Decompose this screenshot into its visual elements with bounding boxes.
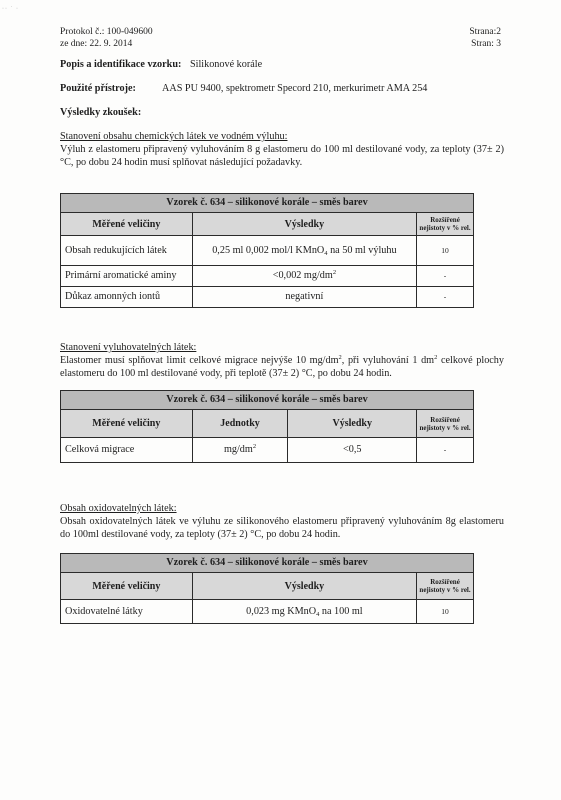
- row-name: Primární aromatické aminy: [61, 266, 193, 287]
- section2-title: Stanovení vyluhovatelných látek:: [60, 342, 197, 353]
- row-result: 0,25 ml 0,002 mol/l KMnO$_4$ na 50 ml výluhu: [192, 236, 416, 266]
- section1-table: [60, 193, 474, 308]
- row-result: 0,023 mg KMnO$_4$ na 100 ml: [192, 600, 416, 624]
- col-header-measured: Měřené veličiny: [61, 573, 193, 600]
- table-row: [61, 287, 474, 308]
- col-header-results: Výsledky: [192, 573, 416, 600]
- section3-title: Obsah oxidovatelných látek:: [60, 503, 177, 514]
- devices-line: [60, 82, 504, 95]
- row-name: Oxidovatelné látky: [61, 600, 193, 624]
- row-uncertainty: -: [417, 438, 474, 463]
- sample-line: [60, 58, 504, 71]
- row-uncertainty: -: [417, 266, 474, 287]
- col-header-units: Jednotky: [192, 410, 288, 438]
- protocol-number: Protokol č.: 100-049600: [60, 27, 153, 37]
- row-uncertainty: -: [417, 287, 474, 308]
- section3-table-caption: Vzorek č. 634 – silikonové korále – směs barev: [61, 554, 474, 573]
- table-row: [61, 600, 474, 624]
- col-header-results: Výsledky: [192, 213, 416, 236]
- sample-label: Popis a identifikace vzorku:: [60, 59, 182, 70]
- section1-table-caption: Vzorek č. 634 – silikonové korále – směs barev: [61, 194, 474, 213]
- row-name: Obsah redukujících látek: [61, 236, 193, 266]
- scan-artifact: ·· ˙ ·: [2, 6, 19, 12]
- col-header-measured: Měřené veličiny: [61, 410, 193, 438]
- page-counter: [469, 26, 501, 50]
- devices-label: Použité přístroje:: [60, 83, 136, 94]
- table-row: [61, 236, 474, 266]
- section1-text: Výluh z elastomeru připravený vyluhováním 8 g elastomeru do 100 ml destilované vody, za teploty (37± 2) °C, po dobu 24 hodin musí splňovat následující požadavky.: [60, 144, 504, 169]
- table-row: [61, 438, 474, 463]
- protocol-header: [60, 26, 153, 50]
- row-uncertainty: 10: [417, 236, 474, 266]
- section3-table: [60, 553, 474, 624]
- results-heading: Výsledky zkoušek:: [60, 107, 142, 118]
- section2-text: Elastomer musí splňovat limit celkové migrace nejvýše 10 $mg/dm^2$, při vyluhování 1 $dm^2$ celkové plochy elastomeru do 100 ml destilované vody, při teplotě (37± 2) °C, po dobu 24 hodin.: [60, 354, 504, 380]
- row-uncertainty: 10: [417, 600, 474, 624]
- section3-text: Obsah oxidovatelných látek ve výluhu ze silikonového elastomeru připravený vyluhováním 8g elastomeru do 100ml destilované vody, za teploty (37± 2) °C, po dobu 24 hodin.: [60, 516, 504, 541]
- row-name: Důkaz amonných iontů: [61, 287, 193, 308]
- page-number: Strana:2: [469, 27, 501, 37]
- row-result: negativní: [192, 287, 416, 308]
- section1-title: Stanovení obsahu chemických látek ve vodném výluhu:: [60, 131, 288, 142]
- col-header-measured: Měřené veličiny: [61, 213, 193, 236]
- page-total: Stran: 3: [471, 39, 501, 49]
- section2-table: [60, 390, 474, 463]
- col-header-uncertainty: Rozšířené nejistoty v % rel.: [417, 213, 474, 236]
- col-header-uncertainty: Rozšířené nejistoty v % rel.: [417, 410, 474, 438]
- table-row: [61, 266, 474, 287]
- sample-value: Silikonové korále: [189, 59, 263, 70]
- section2-table-caption: Vzorek č. 634 – silikonové korále – směs barev: [61, 391, 474, 410]
- row-result: <0,002 $mg/dm^2$: [192, 266, 416, 287]
- col-header-uncertainty: Rozšířené nejistoty v % rel.: [417, 573, 474, 600]
- row-unit: $mg/dm^2$: [192, 438, 288, 463]
- devices-value: AAS PU 9400, spektrometr Specord 210, merkurimetr AMA 254: [161, 83, 428, 94]
- row-name: Celková migrace: [61, 438, 193, 463]
- col-header-results: Výsledky: [288, 410, 417, 438]
- row-result: <0,5: [288, 438, 417, 463]
- protocol-date: ze dne: 22. 9. 2014: [60, 39, 133, 49]
